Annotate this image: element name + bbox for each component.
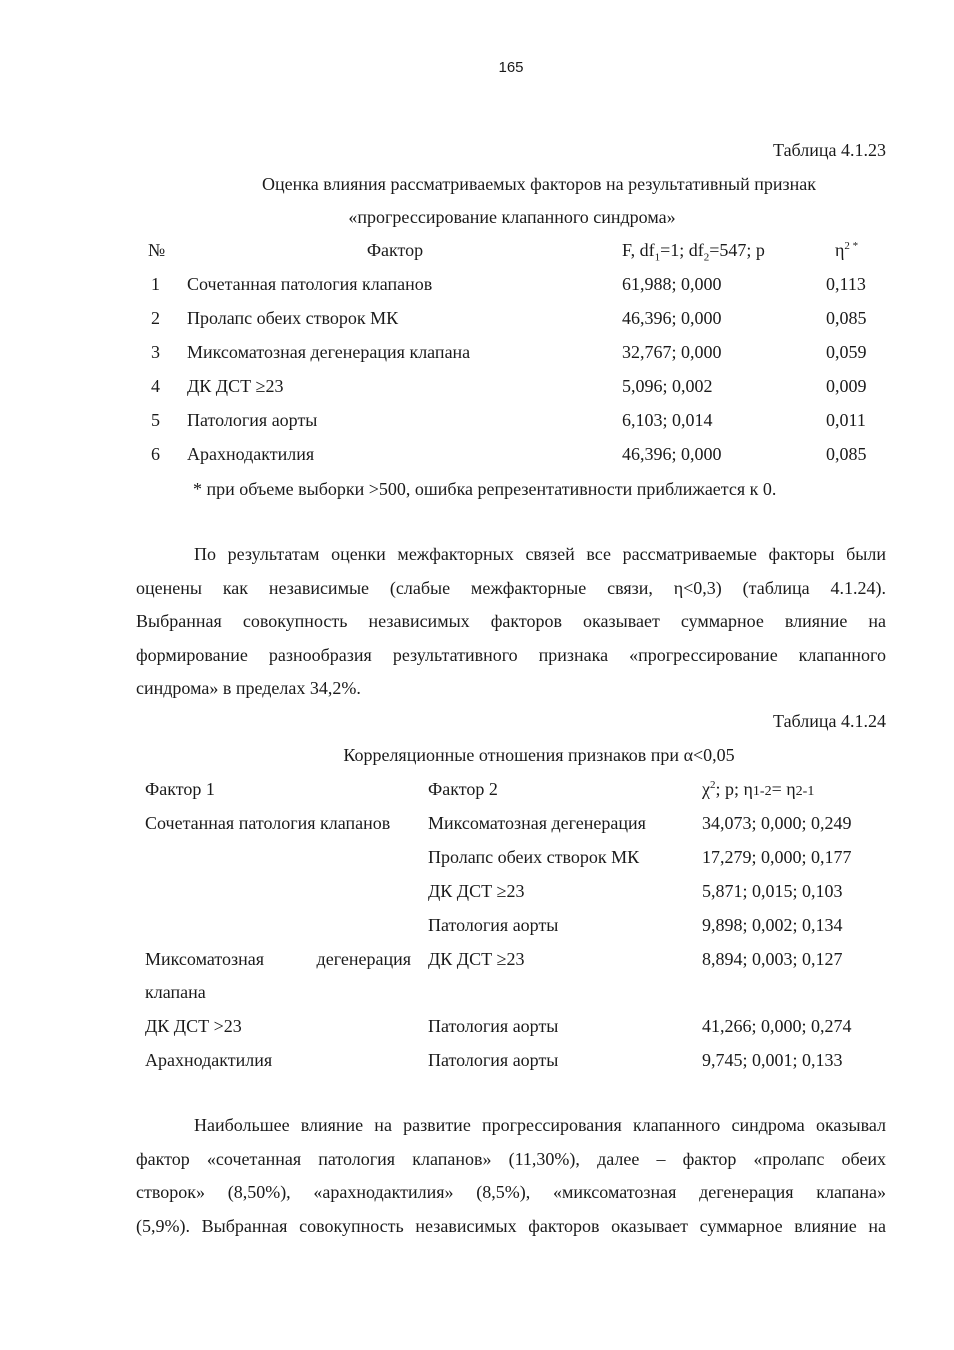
row-f: 46,396; 0,000 [622, 308, 722, 328]
row-f: 46,396; 0,000 [622, 444, 722, 464]
row-factor-2: ДК ДСТ ≥23 [428, 949, 525, 969]
body-paragraph [136, 538, 886, 706]
row-value: 8,894; 0,003; 0,127 [702, 949, 843, 969]
row-factor-2: Патология аорты [428, 1050, 559, 1070]
row-value: 17,279; 0,000; 0,177 [702, 847, 852, 867]
header-f-stat: F, $df_1=1$; $df_2=547$; p [622, 240, 765, 264]
body-paragraph [136, 1109, 886, 1243]
paragraph-line: Выбранная совокупность независимых факторов оказывает суммарное влияние на [136, 611, 886, 631]
row-value: 9,898; 0,002; 0,134 [702, 915, 843, 935]
row-factor-2: ДК ДСТ ≥23 [428, 881, 525, 901]
row-eta: 0,085 [826, 308, 867, 328]
row-factor: Патология аорты [187, 410, 318, 430]
header-factor-2: Фактор 2 [428, 779, 498, 799]
paragraph-line: фактор «сочетанная патология клапанов» (11,30%), далее – фактор «пролапс обеих [136, 1148, 886, 1169]
row-f: 61,988; 0,000 [622, 274, 722, 294]
paragraph-line: формирование разнообразия результативного признака «прогрессирование клапанного [136, 644, 886, 665]
row-factor-2: Патология аорты [428, 1016, 559, 1036]
row-f: 32,767; 0,000 [622, 342, 722, 362]
row-num: 3 [151, 342, 160, 362]
row-factor-1-word-1: Миксоматозная [145, 949, 265, 969]
row-factor: Миксоматозная дегенерация клапана [187, 342, 471, 362]
row-factor-2: Миксоматозная дегенерация [428, 813, 646, 833]
paragraph-line: оценены как независимые (слабые межфакторные связи, η<0,3) (таблица 4.1.24). [136, 577, 886, 598]
row-value: 34,073; 0,000; 0,249 [702, 813, 852, 833]
table-title: Корреляционные отношения признаков при α<0,05 [343, 745, 735, 765]
row-value: 5,871; 0,015; 0,103 [702, 881, 843, 901]
row-f: 5,096; 0,002 [622, 376, 713, 396]
row-factor-2: Патология аорты [428, 915, 559, 935]
table-title-line2: «прогрессирование клапанного синдрома» [348, 207, 676, 227]
row-factor-1: Арахнодактилия [145, 1050, 273, 1070]
row-factor-1: ДК ДСТ >23 [145, 1016, 242, 1036]
row-factor: ДК ДСТ ≥23 [187, 376, 284, 396]
row-eta: 0,011 [826, 410, 866, 430]
header-chi-stat: $\chi^2$; p; η1-2= η2-1 [702, 779, 815, 799]
row-factor-2: Пролапс обеих створок МК [428, 847, 640, 867]
row-factor-1-word-2: дегенерация [316, 949, 411, 969]
row-factor: Пролапс обеих створок МК [187, 308, 399, 328]
row-eta: 0,085 [826, 444, 867, 464]
row-factor: Сочетанная патология клапанов [187, 274, 433, 294]
table-label: Таблица 4.1.23 [773, 140, 886, 160]
row-value: 9,745; 0,001; 0,133 [702, 1050, 843, 1070]
row-eta: 0,009 [826, 376, 867, 396]
table-title: Оценка влияния рассматриваемых факторов на результативный признак [262, 174, 816, 194]
paragraph-line: синдрома» в пределах 34,2%. [136, 678, 361, 698]
table-label: Таблица 4.1.24 [773, 711, 886, 731]
row-num: 1 [151, 274, 160, 294]
header-factor: Фактор [366, 240, 424, 260]
page-number: 165 [498, 59, 524, 76]
row-num: 4 [151, 376, 160, 396]
row-factor: Арахнодактилия [187, 444, 315, 464]
paragraph-line: (5,9%). Выбранная совокупность независимых факторов оказывает суммарное влияние на [136, 1215, 886, 1236]
paragraph-line: створок» (8,50%), «арахнодактилия» (8,5%), «миксоматозная дегенерация клапана» [136, 1182, 886, 1202]
row-eta: 0,059 [826, 342, 867, 362]
header-num: № [148, 240, 166, 260]
header-factor-1: Фактор 1 [145, 779, 215, 799]
row-eta: 0,113 [826, 274, 866, 294]
paragraph-line: Наибольшее влияние на развитие прогрессирования клапанного синдрома оказывал [194, 1115, 886, 1135]
table-footnote: * при объеме выборки >500, ошибка репрезентативности приближается к 0. [193, 479, 777, 499]
row-value: 41,266; 0,000; 0,274 [702, 1016, 852, 1036]
paragraph-line: По результатам оценки межфакторных связей все рассматриваемые факторы были [194, 544, 886, 564]
row-factor-1-word-3: клапана [145, 982, 206, 1002]
header-eta: $\eta^{2 *}$ [835, 240, 859, 260]
row-num: 6 [151, 444, 160, 464]
row-factor-1: Сочетанная патология клапанов [145, 813, 391, 833]
row-f: 6,103; 0,014 [622, 410, 713, 430]
row-num: 2 [151, 308, 160, 328]
row-num: 5 [151, 410, 160, 430]
